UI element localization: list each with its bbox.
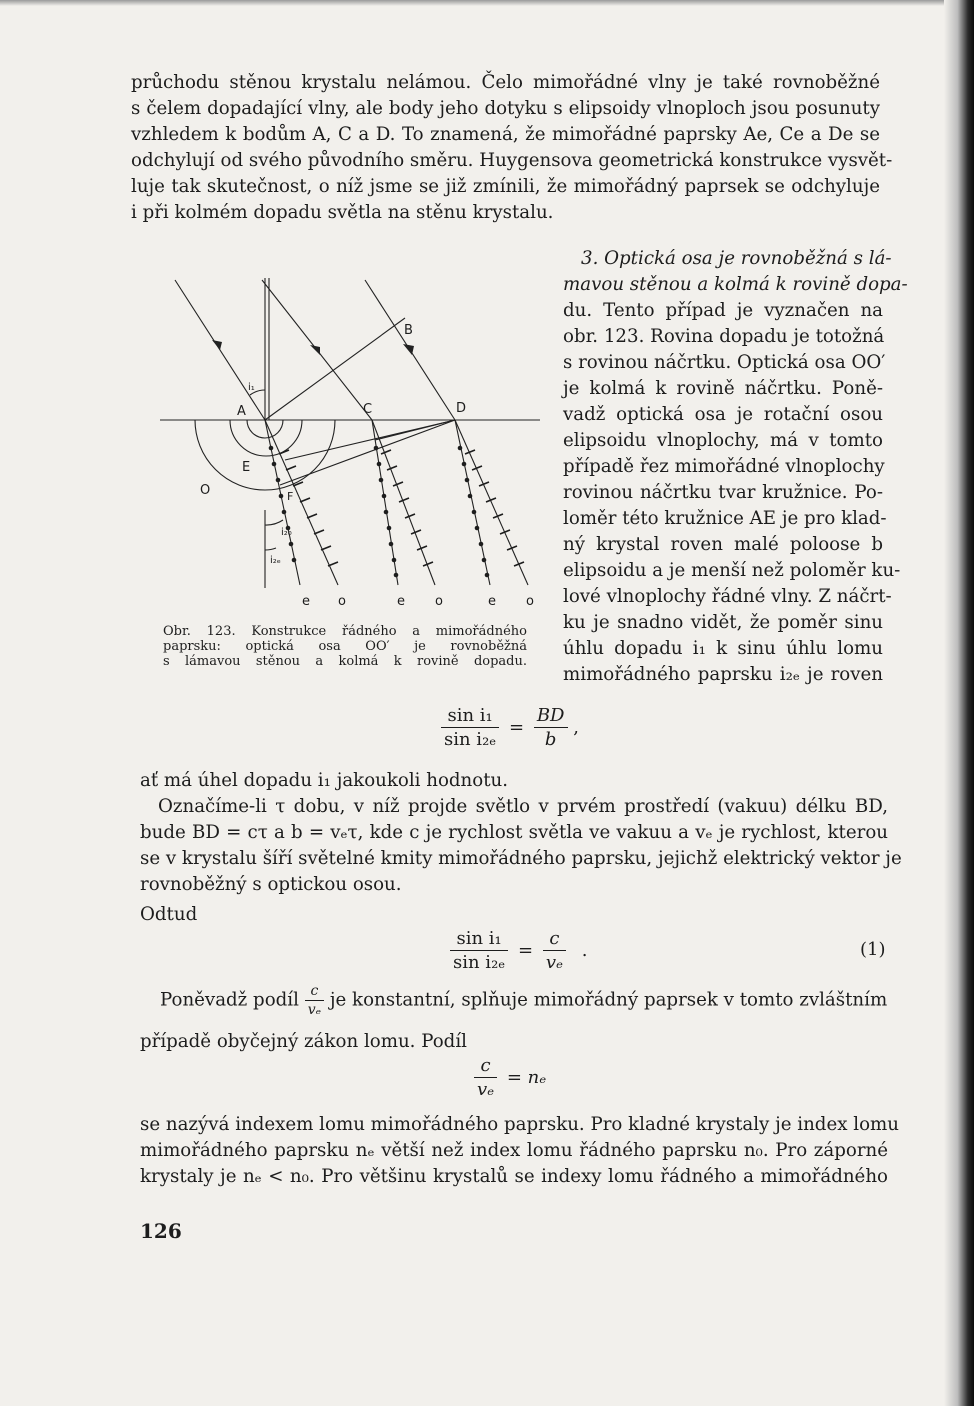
denominator: vₑ <box>307 1002 322 1018</box>
denominator: vₑ <box>477 1079 495 1100</box>
text-line: elipsoidu vlnoplochy, má v tomto <box>563 430 883 451</box>
numerator: sin i₁ <box>441 705 499 728</box>
fraction <box>474 1055 497 1100</box>
equation-3 <box>474 1055 546 1100</box>
text-line: luje tak skutečnost, o níž jsme se již zmínili, že mimořádný paprsek se odchyluje <box>131 176 880 197</box>
text-line: lové vlnoplochy řádné vlny. Z náčrt- <box>563 586 892 607</box>
numerator: BD <box>534 705 568 728</box>
fraction <box>441 705 499 750</box>
ordinary-wavefront <box>280 420 455 485</box>
label-a: A <box>237 404 246 419</box>
label-c: C <box>363 402 373 417</box>
figure-123-diagram <box>150 270 550 615</box>
refracted-ray-d-o <box>455 420 528 585</box>
polarization-dots <box>269 446 490 578</box>
tangent-line <box>375 420 455 440</box>
text-line: rovnoběžný s optickou osou. <box>140 874 402 895</box>
page-number: 126 <box>140 1219 182 1243</box>
equation-punct: . <box>581 940 588 961</box>
text-line: Označíme-li τ dobu, v níž projde světlo v prvém prostředí (vakuu) délku BD, <box>158 796 888 817</box>
numerator: sin i₁ <box>450 928 508 951</box>
text-line: i při kolmém dopadu světla na stěnu krystalu. <box>131 202 554 223</box>
equation-rhs: = nₑ <box>506 1067 547 1088</box>
refracted-ray-c-o <box>372 420 435 585</box>
wave-surface-small <box>247 420 283 438</box>
text-line: mavou stěnou a kolmá k rovině dopa- <box>563 274 908 295</box>
odtud-text: Odtud <box>140 904 198 925</box>
text-line: obr. 123. Rovina dopadu je totožná <box>563 326 885 347</box>
text-line: elipsoidu a je menší než poloměr ku- <box>563 560 901 581</box>
arrow-head <box>310 345 320 355</box>
label-ray-o: o <box>338 594 346 609</box>
paragraph-3: ať má úhel dopadu i₁ jakoukoli hodnotu. <box>140 770 509 791</box>
text-line: vzhledem k bodům A, C a D. To znamená, že mimořádné paprsky Ae, Ce a De se <box>131 124 880 145</box>
text-line: krystaly je nₑ < n₀. Pro většinu krystalů se indexy lomu řádného a mimořádného <box>140 1166 888 1187</box>
text-line: rovinou náčrtku tvar kružnice. Po- <box>563 482 883 503</box>
label-ray-o: o <box>435 594 443 609</box>
equation-2: $\frac{\text{sin i₁}}{\text{sin i₂ₑ}}$ = $\frac{c}{\text{vₑ}}$ . <box>450 928 587 973</box>
text-line: se v krystalu šíří světelné kmity mimořádného paprsku, jejichž elektrický vektor je <box>140 848 902 869</box>
paragraph-4 <box>140 794 902 898</box>
wave-surface-large <box>195 420 335 490</box>
label-i2e: i₂ₑ <box>270 555 281 566</box>
paragraph-5 <box>160 983 888 1018</box>
label-e: E <box>242 460 251 475</box>
label-ray-e: e <box>488 594 496 609</box>
text-line: s čelem dopadající vlny, ale body jeho dotyku s elipsoidy vlnoploch jsou posunuty <box>131 98 880 119</box>
text-line: ku je snadno vidět, že poměr sinu <box>563 612 883 633</box>
numerator: c <box>474 1055 497 1078</box>
caption-line: paprsku: optická osa OO′ je rovnoběžná <box>163 639 527 654</box>
denominator: vₑ <box>545 952 563 973</box>
polarization-dashes <box>279 450 524 566</box>
label-f: F <box>287 490 294 503</box>
text-line: se nazývá indexem lomu mimořádného paprsku. Pro kladné krystaly je index lomu <box>140 1114 899 1135</box>
paragraph-1 <box>131 70 893 226</box>
text-line: vadž optická osa je rotační osou <box>563 404 883 425</box>
denominator: sin i₂ₑ <box>444 729 497 750</box>
numerator: c <box>543 928 566 951</box>
label-ray-e: e <box>302 594 310 609</box>
fraction <box>543 928 566 973</box>
text-line: průchodu stěnou krystalu nelámou. Čelo mimořádné vlny je také rovnoběžné <box>131 72 880 93</box>
text-line: odchylují od svého původního směru. Huygensova geometrická konstrukce vysvět- <box>131 150 893 171</box>
label-d: D <box>456 401 467 416</box>
arrow-head <box>212 340 222 350</box>
paragraph-2 <box>563 246 908 688</box>
paragraph-5-line-2: případě obyčejný zákon lomu. Podíl <box>140 1031 467 1052</box>
text-line: mimořádného paprsku i₂ₑ je roven <box>563 664 883 685</box>
text-line: případě řez mimořádné vlnoplochy <box>563 456 885 477</box>
text-line: loměr této kružnice AE je pro klad- <box>563 508 887 529</box>
arrow-head <box>403 344 414 355</box>
label-i1: i₁ <box>248 382 255 393</box>
equation-number: (1) <box>860 939 886 960</box>
text-line: je kolmá k rovině náčrtku. Poně- <box>563 378 883 399</box>
page-top-edge <box>0 0 974 6</box>
text-fragment: je konstantní, splňuje mimořádný paprsek v tomto zvláštním <box>329 989 888 1011</box>
label-ray-e: e <box>397 594 405 609</box>
equation-punct: , <box>573 717 579 738</box>
text-line: du. Tento případ je vyznačen na <box>563 300 883 321</box>
label-ray-o: o <box>526 594 534 609</box>
numerator: c <box>305 983 324 1001</box>
fraction <box>534 705 568 750</box>
book-spine-shadow <box>944 0 974 1406</box>
text-line: bude BD = cτ a b = vₑτ, kde c je rychlost světla ve vakuu a vₑ je rychlost, kterou <box>140 822 888 843</box>
caption-line: Obr. 123. Konstrukce řádného a mimořádného <box>163 624 527 639</box>
fraction <box>450 928 508 973</box>
denominator: b <box>544 729 557 750</box>
angle-arc-i2e <box>265 548 276 550</box>
caption-line: s lámavou stěnou a kolmá k rovině dopadu. <box>163 654 527 669</box>
text-line: 3. Optická osa je rovnoběžná s lá- <box>581 248 892 269</box>
inline-fraction <box>305 983 324 1018</box>
figure-caption <box>163 624 527 669</box>
text-line: úhlu dopadu i₁ k sinu úhlu lomu <box>563 638 883 659</box>
text-fragment: Poněvadž podíl <box>160 989 299 1011</box>
text-line: s rovinou náčrtku. Optická osa OO′ <box>563 352 886 373</box>
angle-arc-i20 <box>265 520 283 525</box>
label-i20: i₂₀ <box>281 527 292 538</box>
label-b: B <box>404 323 413 338</box>
text-line: ný krystal roven malé poloose b <box>563 534 883 555</box>
text-line: mimořádného paprsku nₑ větší než index lomu řádného paprsku n₀. Pro záporné <box>140 1140 888 1161</box>
paragraph-6 <box>140 1112 899 1190</box>
equation-1: $\frac{\text{sin i₁}}{\text{sin i₂ₑ}}$ = $\frac{BD}{b}$ , <box>441 705 579 750</box>
wavefront-ab <box>265 318 405 420</box>
denominator: sin i₂ₑ <box>453 952 506 973</box>
label-o: O <box>200 483 211 498</box>
